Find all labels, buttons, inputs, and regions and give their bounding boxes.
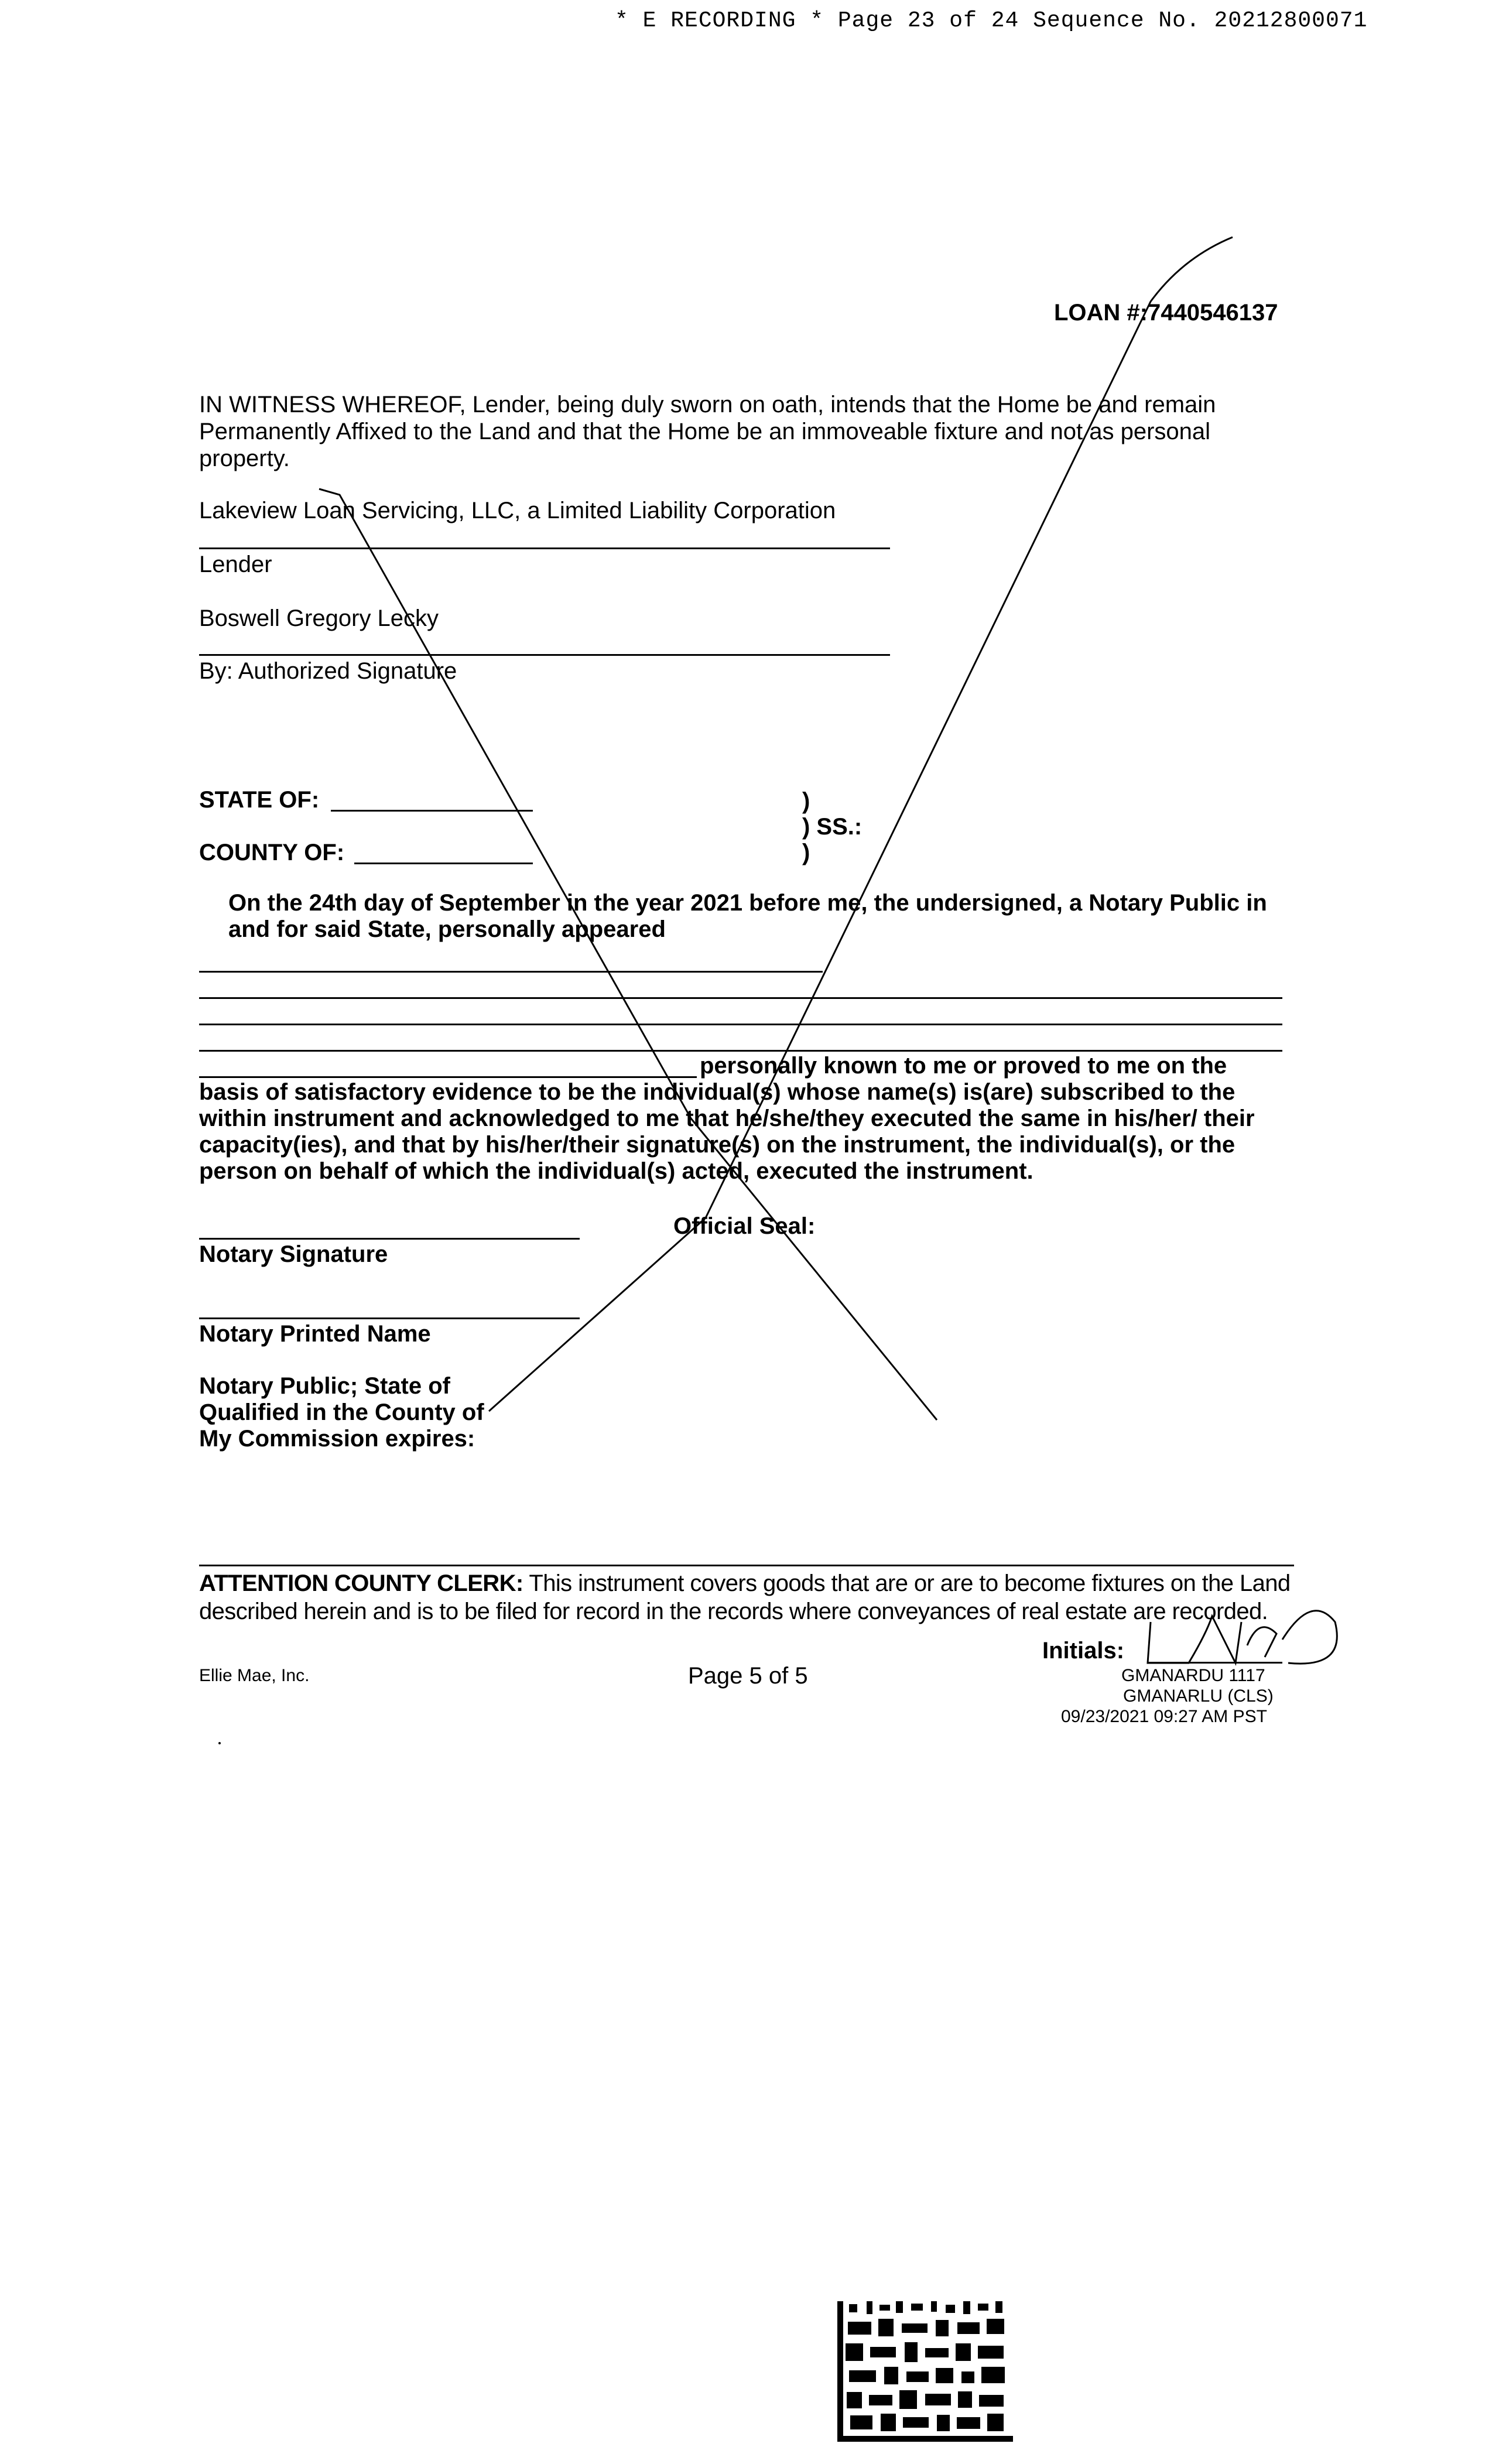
- loan-value: 7440546137: [1148, 300, 1278, 326]
- venue-paren-3: ): [802, 840, 810, 865]
- attention-text: This instrument covers goods that are or are to become fixtures on the Land described herein and is to be filed for record in the records where conveyances of real estate are recorded.: [199, 1570, 1291, 1624]
- witness-paragraph: IN WITNESS WHEREOF, Lender, being duly sworn on oath, intends that the Home be and remain Permanently Affixed to the Land and that the Home be an immoveable fixture and not as personal property.: [199, 392, 1216, 471]
- notary-printed-name-label: Notary Printed Name: [199, 1321, 431, 1347]
- state-of-label: STATE OF:: [199, 787, 320, 813]
- vendor-name: Ellie Mae, Inc.: [199, 1666, 310, 1685]
- lender-name: Lakeview Loan Servicing, LLC, a Limited Liability Corporation: [199, 498, 836, 523]
- footer-timestamp: 09/23/2021 09:27 AM PST: [1061, 1707, 1267, 1726]
- barcode-icon: [837, 2301, 1013, 2442]
- county-of-label: COUNTY OF:: [199, 840, 345, 865]
- notary-state-of: Notary Public; State of: [199, 1373, 450, 1399]
- notary-county-of: Qualified in the County of: [199, 1399, 484, 1425]
- page-number: Page 5 of 5: [688, 1663, 808, 1689]
- initials-label: Initials:: [1042, 1638, 1125, 1664]
- personally-known-text: personally known to me or proved to me on the: [700, 1053, 1227, 1079]
- form-code: GMANARDU 1117: [1121, 1666, 1265, 1685]
- authorized-signature-label: By: Authorized Signature: [199, 658, 457, 684]
- strike-line-forward: [489, 237, 1233, 1411]
- venue-paren-1: ): [802, 788, 810, 814]
- signer-name: Boswell Gregory Lecky: [199, 605, 439, 631]
- notary-commission: My Commission expires:: [199, 1426, 475, 1452]
- stray-dot: [218, 1742, 221, 1744]
- attention-label: ATTENTION COUNTY CLERK:: [199, 1570, 523, 1596]
- notary-signature-label: Notary Signature: [199, 1241, 388, 1267]
- acknowledgment-intro-text: On the 24th day of September in the year 2021 before me, the undersigned, a Notary Public in and for said State, personally appeared: [228, 890, 1267, 942]
- venue-ss: ) SS.:: [802, 814, 863, 840]
- lender-label: Lender: [199, 552, 272, 577]
- loan-label: LOAN #:: [1054, 300, 1148, 326]
- acknowledgment-body: basis of satisfactory evidence to be the individual(s) whose name(s) is(are) subscribed to the within instrument and acknowledged to me that he/she/they executed the same in his/her/ their capacity(ies), and that by his/her/their signature(s) on the instrument, the individual(s), or the person on behalf of which the individual(s) acted, executed the instrument.: [199, 1079, 1255, 1184]
- strike-line-backward: [319, 489, 937, 1420]
- initials-signature: [1148, 1611, 1337, 1664]
- recording-stamp: * E RECORDING * Page 23 of 24 Sequence No. 20212800071: [615, 8, 1368, 33]
- official-seal-label: Official Seal:: [673, 1213, 816, 1239]
- form-code-2: GMANARLU (CLS): [1123, 1686, 1274, 1706]
